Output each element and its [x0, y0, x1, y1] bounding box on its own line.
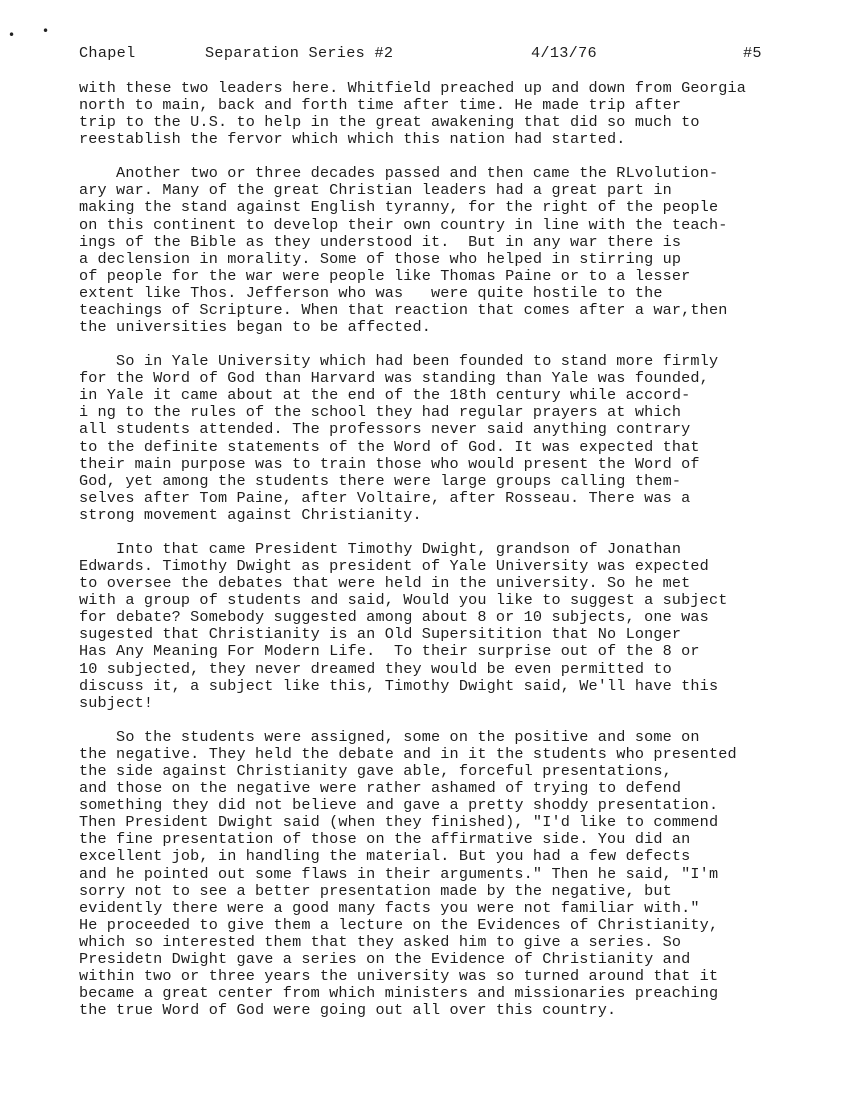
paragraph: Another two or three decades passed and then came the RLvolution- ary war. Many of the great Christian leaders had a great part in making the stand against English tyranny, for the right of the people on this continent to develop their own country in line with the teach- ings of the Bible as they understood it. But in any war there is a declension in morality. Some of those who helped in stirring up of people for the war were people like Thomas Paine or to a lesser extent like Thos. Jefferson who was were quite hostile to the teachings of Scripture. When that reaction that comes after a war,then the universities began to be affected.	[79, 164, 728, 337]
header-location: Chapel	[79, 44, 136, 62]
document-body	[79, 80, 819, 1036]
header-series-title: Separation Series #2	[205, 44, 394, 62]
margin-mark: •	[8, 28, 16, 42]
header-page-number: #5	[743, 44, 762, 62]
header-date: 4/13/76	[531, 44, 597, 62]
paragraph: with these two leaders here. Whitfield preached up and down from Georgia north to main, back and forth time after time. He made trip after trip to the U.S. to help in the great awakening that did so much to reestablish the fervor which which this nation had started.	[79, 79, 747, 149]
paragraph: Into that came President Timothy Dwight, grandson of Jonathan Edwards. Timothy Dwight as president of Yale University was expected to oversee the debates that were held in the university. So he met with a group of students and said, Would you like to suggest a subject for debate? Somebody suggested among about 8 or 10 subjects, one was sugested that Christianity is an Old Supersitition that No Longer Has Any Meaning For Modern Life. To their surprise out of the 8 or 10 subjected, they never dreamed they would be even permitted to discuss it, a subject like this, Timothy Dwight said, We'll have this subject!	[79, 539, 728, 712]
paragraph: So in Yale University which had been founded to stand more firmly for the Word of God than Harvard was standing than Yale was founded, in Yale it came about at the end of the 18th century while accord- i ng to the rules of the school they had regular prayers at which all students attended. The professors never said anything contrary to the definite statements of the Word of God. It was expected that their main purpose was to train those who would present the Word of God, yet among the students there were large groups calling them- selves after Tom Paine, after Voltaire, after Rosseau. There was a strong movement against Christianity.	[79, 352, 719, 524]
margin-mark: •	[42, 24, 50, 38]
page-header	[79, 44, 819, 64]
paragraph: So the students were assigned, some on the positive and some on the negative. They held the debate and in it the students who presented the side against Christianity gave able, forceful presentations, and those on the negative were rather ashamed of trying to defend something they did not believe and gave a pretty shoddy presentation. Then President Dwight said (when they finished), "I'd like to commend the fine presentation of those on the affirmative side. You did an excellent job, in handling the material. But you had a few defects and he pointed out some flaws in their arguments." Then he said, "I'm sorry not to see a better presentation made by the negative, but evidently there were a good many facts you were not familiar with." He proceeded to give them a lecture on the Evidences of Christianity, which so interested them that they asked him to give a series. So Presidetn Dwight gave a series on the Evidence of Christianity and within two or three years the university was so turned around that it became a great center from which ministers and missionaries preaching the true Word of God were going out all over this country.	[79, 727, 737, 1020]
